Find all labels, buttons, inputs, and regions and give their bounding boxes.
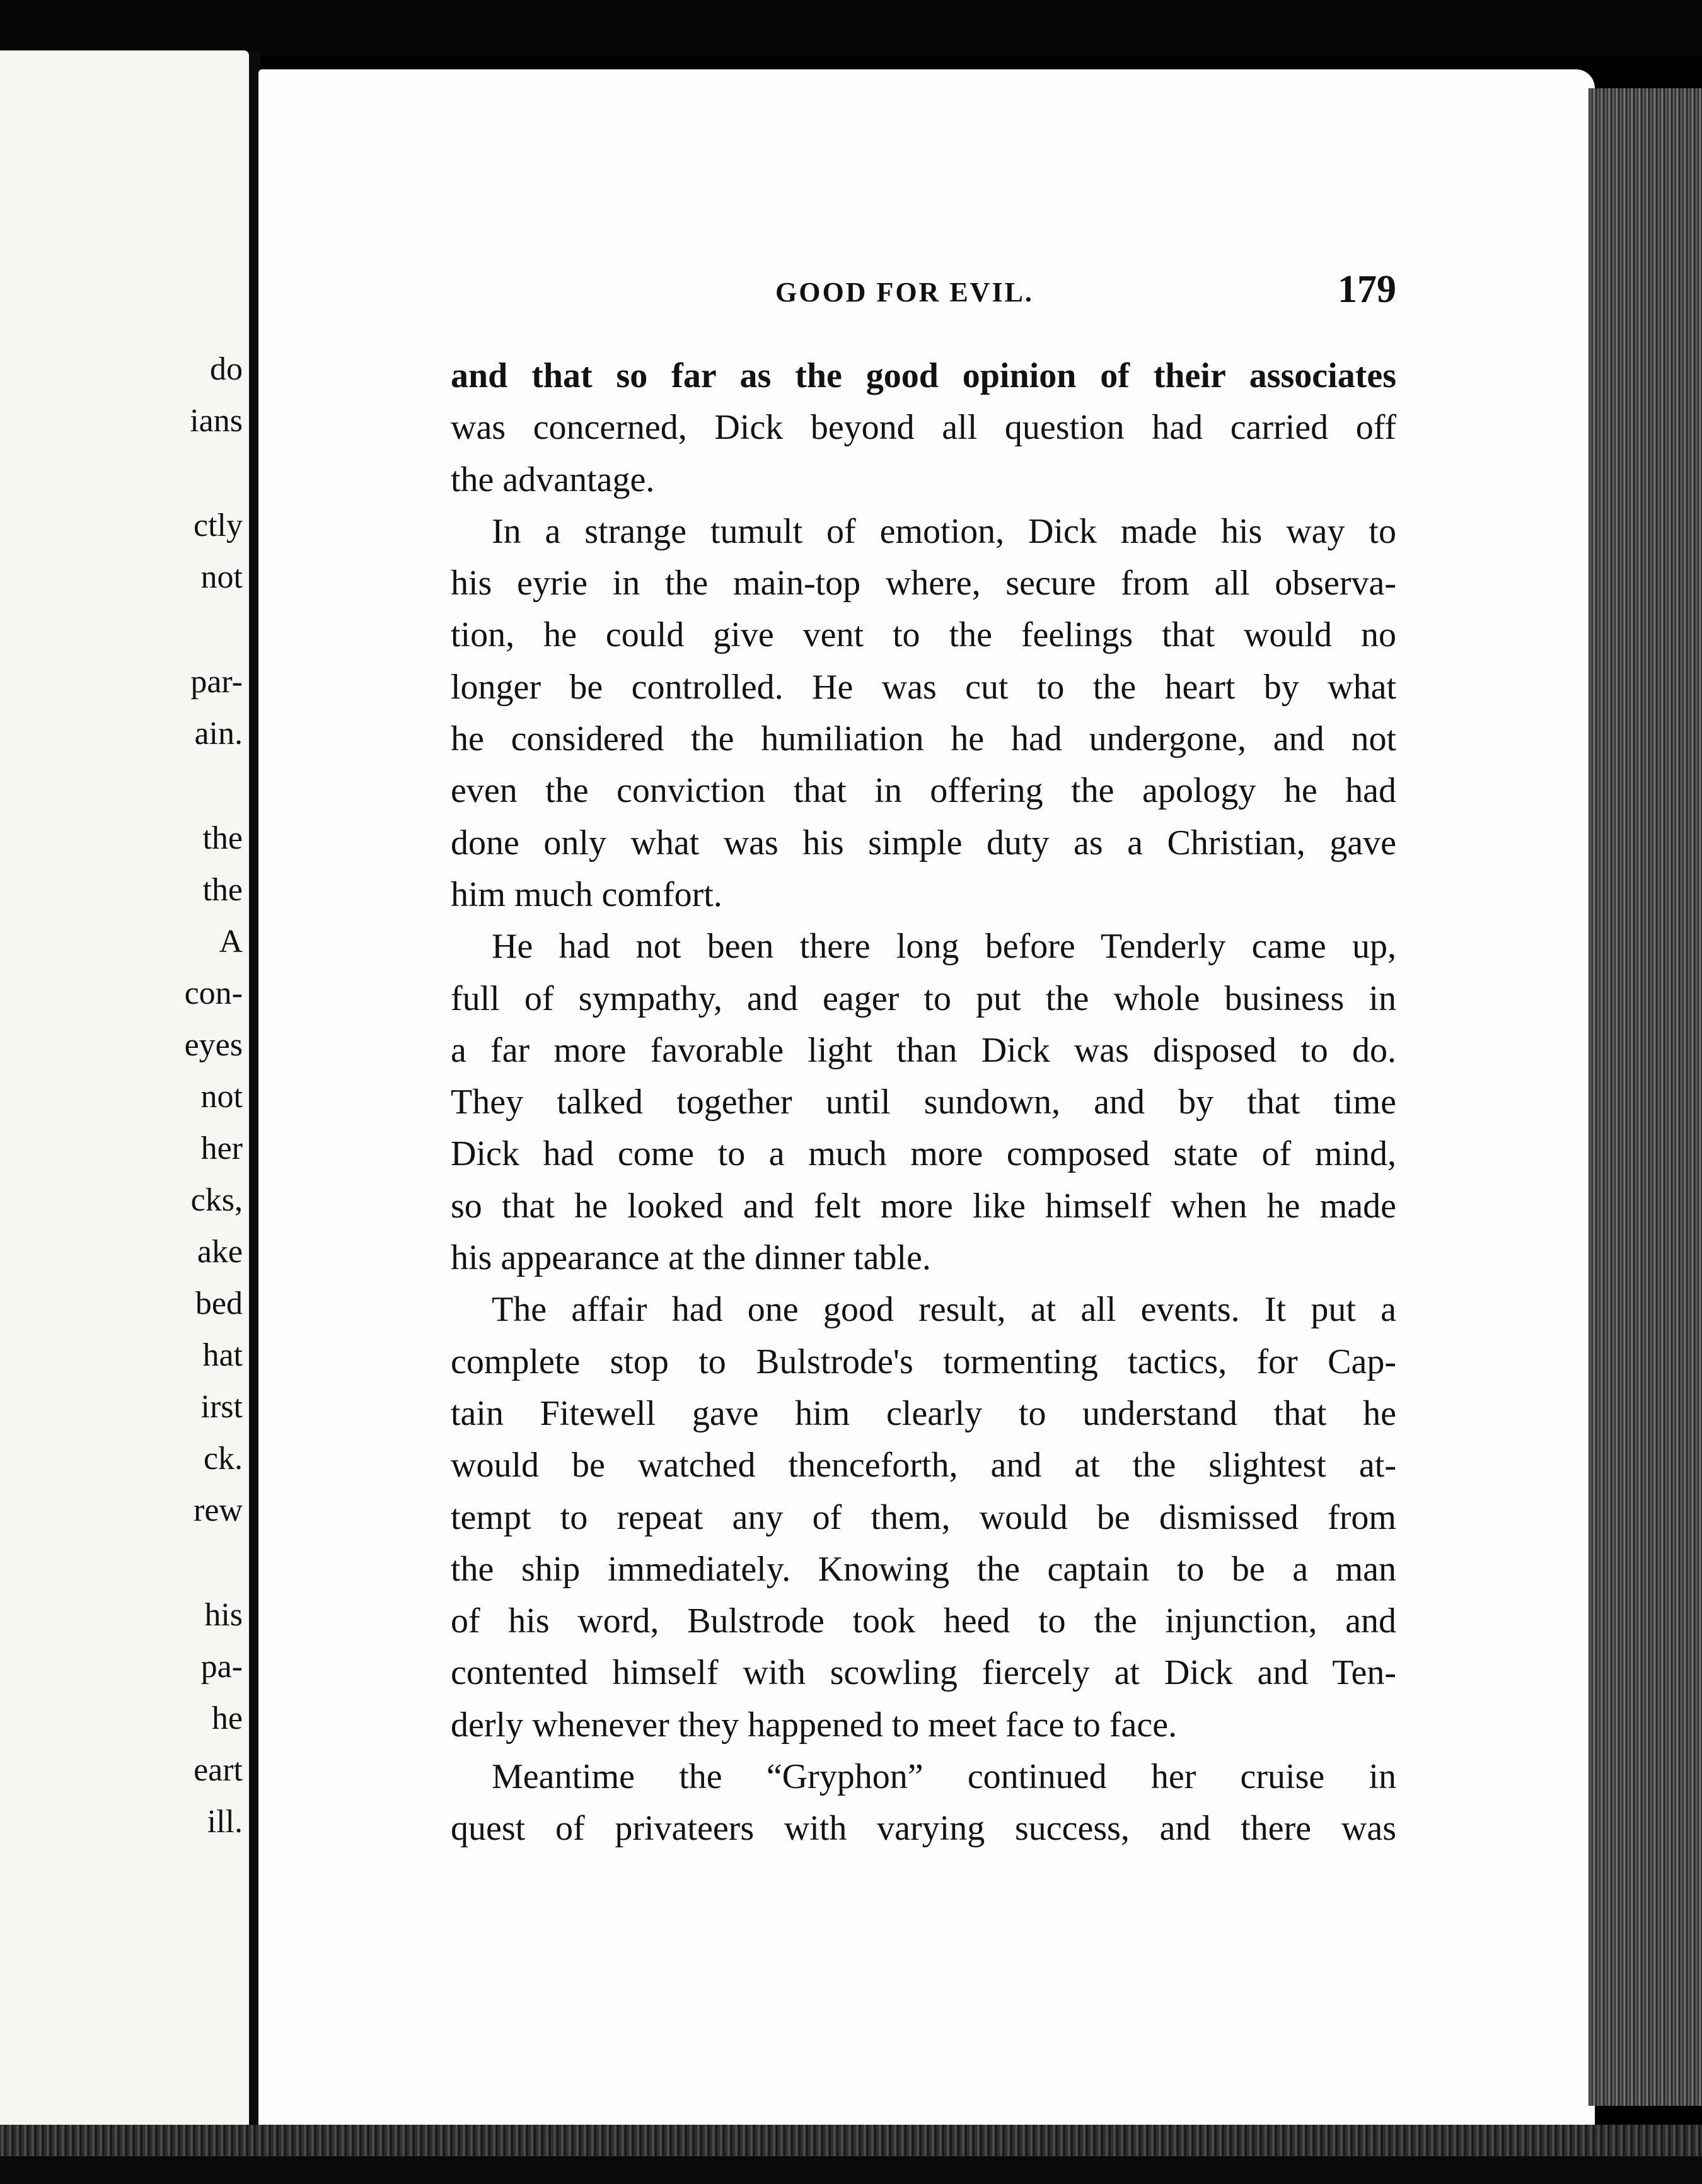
page-edges bbox=[1589, 88, 1702, 2106]
text-line: He had not been there long before Tenderly came up, bbox=[492, 927, 1396, 967]
left-fragment: bed bbox=[195, 1286, 243, 1321]
left-fragment: hat bbox=[202, 1337, 243, 1373]
text-line: would be watched thenceforth, and at the slightest at- bbox=[451, 1446, 1396, 1485]
left-fragment: par- bbox=[190, 664, 243, 700]
text-line: so that he looked and felt more like himself when he made bbox=[451, 1186, 1396, 1226]
left-fragment: cks, bbox=[190, 1182, 243, 1218]
page-header bbox=[451, 268, 1396, 311]
body-text bbox=[451, 350, 1396, 1855]
text-line: his eyrie in the main-top where, secure from all observa- bbox=[451, 564, 1396, 603]
text-line: In a strange tumult of emotion, Dick made his way to bbox=[492, 511, 1396, 551]
text-line: the advantage. bbox=[451, 460, 655, 499]
left-fragment: ians bbox=[190, 403, 243, 439]
left-fragment: eart bbox=[194, 1752, 243, 1788]
text-line: him much comfort. bbox=[451, 874, 722, 914]
left-fragment: he bbox=[211, 1700, 243, 1736]
left-fragment: her bbox=[200, 1130, 243, 1166]
text-line: even the conviction that in offering the apology he had bbox=[451, 771, 1396, 811]
left-fragment: eyes bbox=[184, 1027, 243, 1063]
text-line: complete stop to Bulstrode's tormenting tactics, for Cap- bbox=[451, 1342, 1396, 1381]
left-fragment: the bbox=[202, 820, 243, 856]
left-fragment: ill. bbox=[207, 1804, 243, 1840]
left-fragment: not bbox=[200, 1079, 243, 1115]
text-line: tion, he could give vent to the feelings that would no bbox=[451, 615, 1396, 655]
left-fragment: A bbox=[219, 924, 243, 960]
left-fragment: the bbox=[202, 872, 243, 908]
text-line: They talked together until sundown, and by that time bbox=[451, 1083, 1396, 1122]
left-facing-page bbox=[0, 50, 249, 2131]
text-line: longer be controlled. He was cut to the heart by what bbox=[451, 667, 1396, 707]
scan-top-border bbox=[0, 0, 1702, 57]
scan-bottom-border bbox=[0, 2156, 1702, 2184]
text-line: of his word, Bulstrode took heed to the injunction, and bbox=[451, 1601, 1396, 1641]
text-line: The affair had one good result, at all events. It put a bbox=[492, 1290, 1396, 1330]
text-line: the ship immediately. Knowing the captain to be a man bbox=[451, 1549, 1396, 1589]
left-fragment: ake bbox=[197, 1234, 243, 1270]
left-fragment: con- bbox=[184, 975, 243, 1011]
text-line: he considered the humiliation he had undergone, and not bbox=[451, 719, 1396, 759]
text-line: was concerned, Dick beyond all question had carried off bbox=[451, 408, 1396, 448]
left-fragment: ain. bbox=[194, 716, 243, 752]
text-line: a far more favorable light than Dick was disposed to do. bbox=[451, 1030, 1396, 1070]
text-line: and that so far as the good opinion of their associates bbox=[451, 356, 1396, 395]
text-line: done only what was his simple duty as a Christian, gave bbox=[451, 823, 1396, 863]
left-fragment: rew bbox=[194, 1492, 243, 1528]
running-head: GOOD FOR EVIL. bbox=[775, 277, 1034, 308]
left-fragment: ck. bbox=[203, 1441, 243, 1477]
text-line: derly whenever they happened to meet face to face. bbox=[451, 1705, 1178, 1745]
text-line: tempt to repeat any of them, would be dismissed from bbox=[451, 1497, 1396, 1537]
left-fragment: not bbox=[200, 559, 243, 595]
left-fragment: irst bbox=[200, 1389, 243, 1425]
text-line: quest of privateers with varying success, and there was bbox=[451, 1809, 1396, 1849]
left-fragment: do bbox=[210, 351, 243, 387]
text-line: his appearance at the dinner table. bbox=[451, 1238, 931, 1278]
text-line: Dick had come to a much more composed state of mind, bbox=[451, 1134, 1396, 1174]
text-line: tain Fitewell gave him clearly to understand that he bbox=[451, 1393, 1396, 1433]
page-number: 179 bbox=[1338, 268, 1396, 311]
left-fragment: his bbox=[204, 1597, 243, 1633]
text-line: contented himself with scowling fiercely at Dick and Ten- bbox=[451, 1653, 1396, 1693]
left-fragment: ctly bbox=[194, 508, 243, 543]
left-fragment: pa- bbox=[200, 1649, 243, 1685]
text-line: full of sympathy, and eager to put the whole business in bbox=[451, 979, 1396, 1018]
text-line: Meantime the “Gryphon” continued her cruise in bbox=[492, 1757, 1396, 1797]
